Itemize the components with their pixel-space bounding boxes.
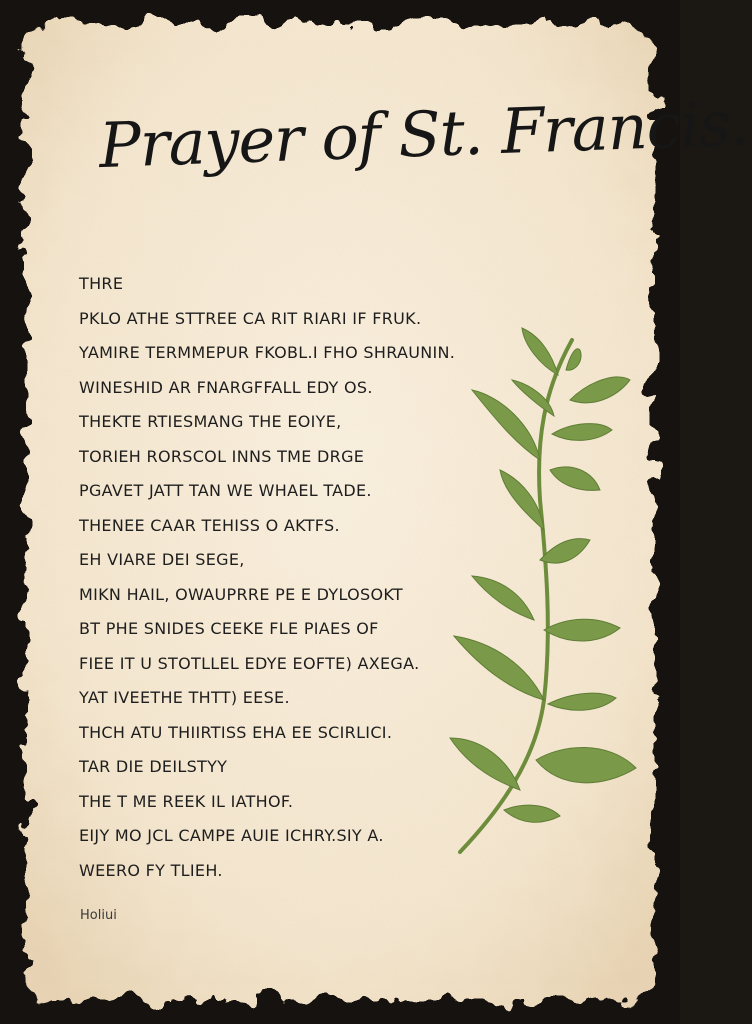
text-line: FIEE IT U STOTLLEL EDYE EOFTE) AXEGA. [79, 653, 420, 673]
text-line: TORIEH RORSCOL INNS TME DRGE [79, 446, 365, 466]
text-line: THENEE CAAR TEHISS O AKTFS. [79, 515, 340, 535]
text-line: THRE [79, 274, 124, 293]
footer-signature: Holiui [80, 908, 117, 923]
text-line: PGAVET JATT TAN WE WHAEL TADE. [79, 481, 372, 500]
page-title: Prayer of St. Francis. [97, 86, 750, 183]
olive-sprig-icon [440, 320, 650, 865]
text-line: WEERO FY TLIEH. [79, 860, 223, 880]
text-line: THE T ME REEK IL IATHOF. [79, 791, 294, 811]
text-line: EH VIARE DEI SEGE, [79, 550, 245, 569]
text-line: YAMIRE TERMMEPUR FKOBL.I FHO SHRAUNIN. [79, 343, 456, 362]
text-line: MIKN HAIL, OWAUPRRE PE E DYLOSOKT [79, 584, 403, 604]
text-line: EIJY MO JCL CAMPE AUIE ICHRY.SIY A. [79, 826, 384, 845]
text-line: PKLO ATHE STTREE CA RIT RIARI IF FRUK. [79, 308, 422, 328]
text-line: TAR DIE DEILSTYY [79, 757, 228, 776]
prayer-text [79, 270, 499, 891]
text-line: THEKTE RTIESMANG THE EOIYE, [79, 412, 342, 431]
text-line: YAT IVEETHE THTT) EESE. [79, 688, 290, 707]
text-line: THCH ATU THIIRTISS EHA EE SCIRLICI. [79, 722, 393, 742]
text-line: BT PHE SNIDES CEEKE FLE PIAES OF [79, 619, 379, 638]
text-line: WINESHID AR FNARGFFALL EDY OS. [79, 377, 373, 397]
